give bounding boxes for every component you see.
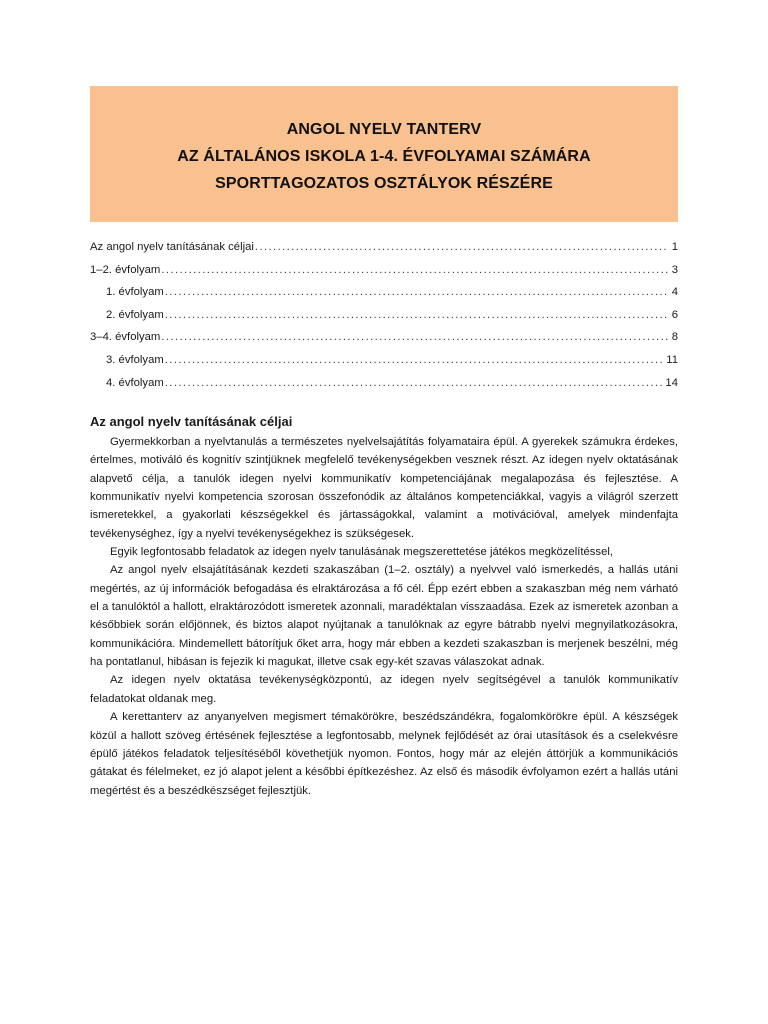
title-banner — [90, 86, 678, 222]
toc-leader-dots — [165, 349, 664, 372]
toc-entry[interactable] — [90, 236, 678, 259]
toc-entry-page: 4 — [671, 286, 678, 299]
toc-entry[interactable] — [90, 372, 678, 395]
title-line-2: AZ ÁLTALÁNOS ISKOLA 1-4. ÉVFOLYAMAI SZÁMÁRA — [177, 148, 591, 165]
toc-entry[interactable] — [90, 281, 678, 304]
toc-entry[interactable] — [90, 326, 678, 349]
toc-entry-label: 3–4. évfolyam — [90, 331, 161, 344]
toc-entry-label: 4. évfolyam — [106, 376, 164, 389]
toc-entry-page: 3 — [671, 263, 678, 276]
toc-entry-page: 14 — [665, 376, 678, 389]
toc-entry[interactable] — [90, 304, 678, 327]
toc-entry-label: 1. évfolyam — [106, 286, 164, 299]
body-paragraph: Egyik legfontosabb feladatok az idegen nyelv tanulásának megszerettetése játékos megközelítéssel, — [110, 546, 614, 559]
toc-leader-dots — [255, 236, 669, 259]
section-heading: Az angol nyelv tanításának céljai — [90, 414, 293, 429]
toc-leader-dots — [161, 259, 668, 282]
toc-entry-label: 1–2. évfolyam — [90, 263, 161, 276]
toc-entry-page: 1 — [671, 241, 678, 253]
title-line-3: SPORTTAGOZATOS OSZTÁLYOK RÉSZÉRE — [215, 175, 553, 192]
toc-entry[interactable] — [90, 349, 678, 372]
toc-entry-label: 2. évfolyam — [106, 308, 164, 321]
toc-leader-dots — [165, 304, 669, 327]
toc-entry-label: 3. évfolyam — [106, 353, 164, 366]
toc-entry-page: 8 — [671, 331, 678, 344]
toc-leader-dots — [161, 326, 668, 349]
body-paragraph: Az angol nyelv elsajátításának kezdeti szakaszában (1–2. osztály) a nyelvvel való ismerkedés, a hallás utáni megértés, az új információk befogadása és elraktározása a fő cél. Épp ezért ebben a szakaszban még nem várható el a tanulóktól a hallott, elraktározódott ismeretek azonnali, maradéktalan visszaadása. Ezek az ismeretek azonban a későbbiek során előjönnek, és biztos alapot nyújtanak a tanulóknak az egyre bátrabb nyelvi megnyilatkozásokra, kommunikációra. Mindemellett bátorítjuk őket arra, hogy már ebben a kezdeti szakaszban is merjenek beszélni, még ha pontatlanul, hibásan is fejezik ki magukat, illetve csak egy-két szavas válaszokat adnak. — [90, 564, 678, 669]
body-paragraph: Az idegen nyelv oktatása tevékenységközpontú, az idegen nyelv segítségével a tanulók kommunikatív feladatokat oldanak meg. — [90, 674, 678, 705]
toc-entry[interactable] — [90, 259, 678, 282]
body-paragraph: Gyermekkorban a nyelvtanulás a természetes nyelvelsajátítás folyamataira épül. A gyerekek számukra érdekes, értelmes, motiváló és kognitív szintjüknek megfelelő tevékenységekben vesznek részt. Az idegen nyelv oktatásának alapvető célja, a tanulók idegen nyelvi kommunikatív kompetenciájának megalapozása és fejlesztése. A kommunikatív nyelvi kompetencia szorosan összefonódik az általános kompetenciákkal, vagyis a világról szerzett ismeretekkel, a gyakorlati készségekkel és jártasságokkal, valamint a motivációval, amelyek mindenfajta tevékenységhez, így a nyelvi tevékenységekhez is szükségesek. — [90, 436, 678, 540]
toc-entry-page: 6 — [671, 308, 678, 321]
toc-entry-label: Az angol nyelv tanításának céljai — [90, 241, 254, 253]
title-line-1: ANGOL NYELV TANTERV — [286, 121, 482, 138]
toc-entry-page: 11 — [666, 353, 678, 366]
section-body — [90, 433, 678, 800]
toc-leader-dots — [165, 281, 669, 304]
table-of-contents — [90, 236, 678, 394]
toc-leader-dots — [165, 372, 663, 395]
body-paragraph: A kerettanterv az anyanyelven megismert témakörökre, beszédszándékra, fogalomkörökre épül. A készségek közül a hallott szöveg értésének fejlesztése a legfontosabb, melynek fejlődését az órai utasítások és a cselekvésre épülő játékos feladatok teljesítéséből követhetjük nyomon. Fontos, hogy már az elején áttörjük a kommunikációs gátakat és félelmeket, ez jó alapot jelent a későbbi építkezéshez. Az első és második évfolyamon ezért a hallás utáni megértést és a beszédkészséget fejlesztjük. — [90, 711, 678, 797]
